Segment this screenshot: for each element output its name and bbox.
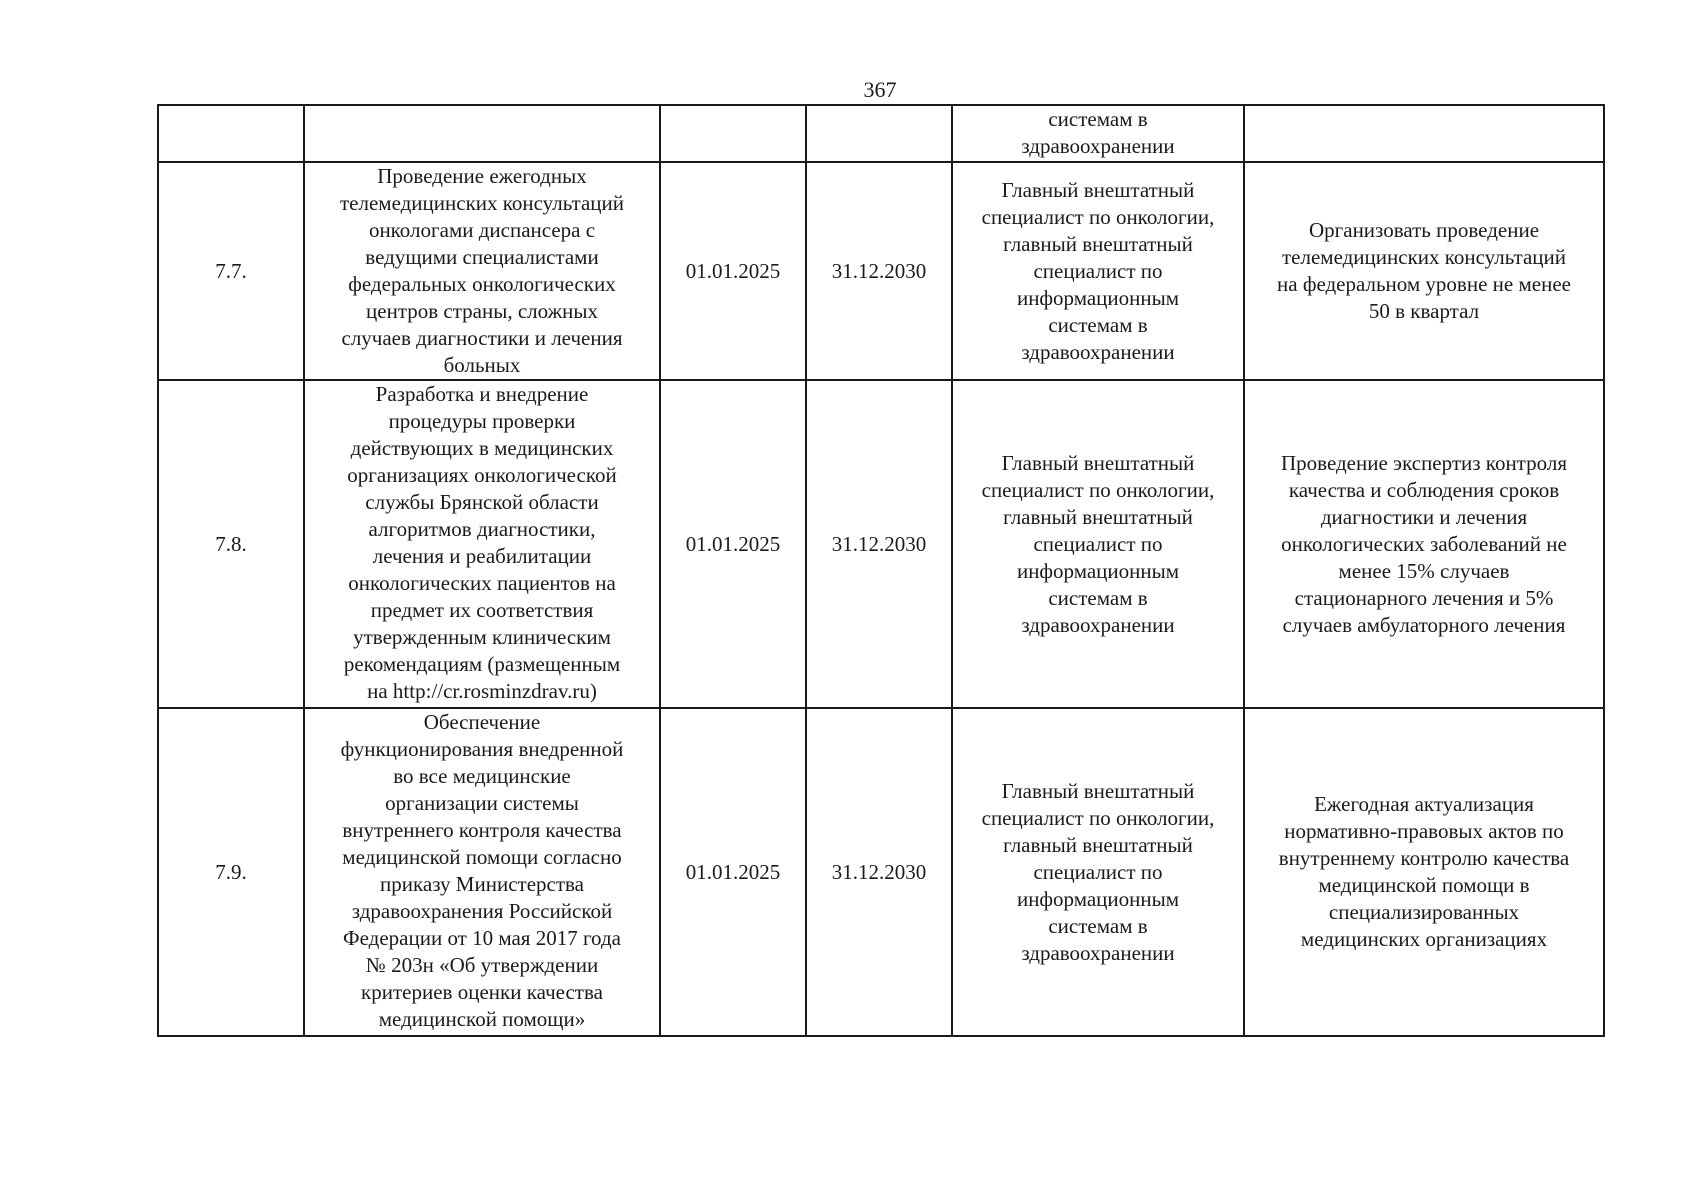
cell-responsible: Главный внештатный специалист по онкологии, главный внештатный специалист по информационным системам в здравоохранении: [952, 162, 1244, 380]
table-row-continuation: [158, 105, 1604, 162]
cell-result: Проведение экспертиз контроля качества и соблюдения сроков диагностики и лечения онкологических заболеваний не менее 15% случаев стационарного лечения и 5% случаев амбулаторного лечения: [1244, 380, 1604, 708]
cell-name: Обеспечение функционирования внедренной во все медицинские организации системы внутреннего контроля качества медицинской помощи согласно приказу Министерства здравоохранения Российской Федерации от 10 мая 2017 года № 203н «Об утверждении критериев оценки качества медицинской помощи»: [304, 708, 660, 1036]
cell-num: 7.9.: [158, 708, 304, 1036]
cell-num: 7.8.: [158, 380, 304, 708]
table-row: [158, 708, 1604, 1036]
cell-end-date: 31.12.2030: [806, 380, 952, 708]
page-number: 367: [863, 77, 897, 102]
cell-num: 7.7.: [158, 162, 304, 380]
cell-end-date: 31.12.2030: [806, 708, 952, 1036]
cell-end-date: 31.12.2030: [806, 162, 952, 380]
table-row: [158, 380, 1604, 708]
table-row: [158, 162, 1604, 380]
cell-responsible: Главный внештатный специалист по онкологии, главный внештатный специалист по информационным системам в здравоохранении: [952, 708, 1244, 1036]
cell-name: Проведение ежегодных телемедицинских консультаций онкологами диспансера с ведущими специалистами федеральных онкологических центров страны, сложных случаев диагностики и лечения больных: [304, 162, 660, 380]
cell-name: Разработка и внедрение процедуры проверки действующих в медицинских организациях онкологической службы Брянской области алгоритмов диагностики, лечения и реабилитации онкологических пациентов на предмет их соответствия утвержденным клиническим рекомендациям (размещенным на http://cr.rosminzdrav.ru): [304, 380, 660, 708]
cell-responsible: Главный внештатный специалист по онкологии, главный внештатный специалист по информационным системам в здравоохранении: [952, 380, 1244, 708]
cell-result: [1244, 105, 1604, 162]
cell-num: [158, 105, 304, 162]
cell-result: Ежегодная актуализация нормативно-правовых актов по внутреннему контролю качества медицинской помощи в специализированных медицинских организациях: [1244, 708, 1604, 1036]
activities-table: [157, 104, 1605, 1037]
cell-responsible: системам в здравоохранении: [952, 105, 1244, 162]
cell-start-date: [660, 105, 806, 162]
cell-start-date: 01.01.2025: [660, 380, 806, 708]
cell-start-date: 01.01.2025: [660, 162, 806, 380]
cell-start-date: 01.01.2025: [660, 708, 806, 1036]
cell-name: [304, 105, 660, 162]
cell-end-date: [806, 105, 952, 162]
cell-result: Организовать проведение телемедицинских консультаций на федеральном уровне не менее 50 в квартал: [1244, 162, 1604, 380]
